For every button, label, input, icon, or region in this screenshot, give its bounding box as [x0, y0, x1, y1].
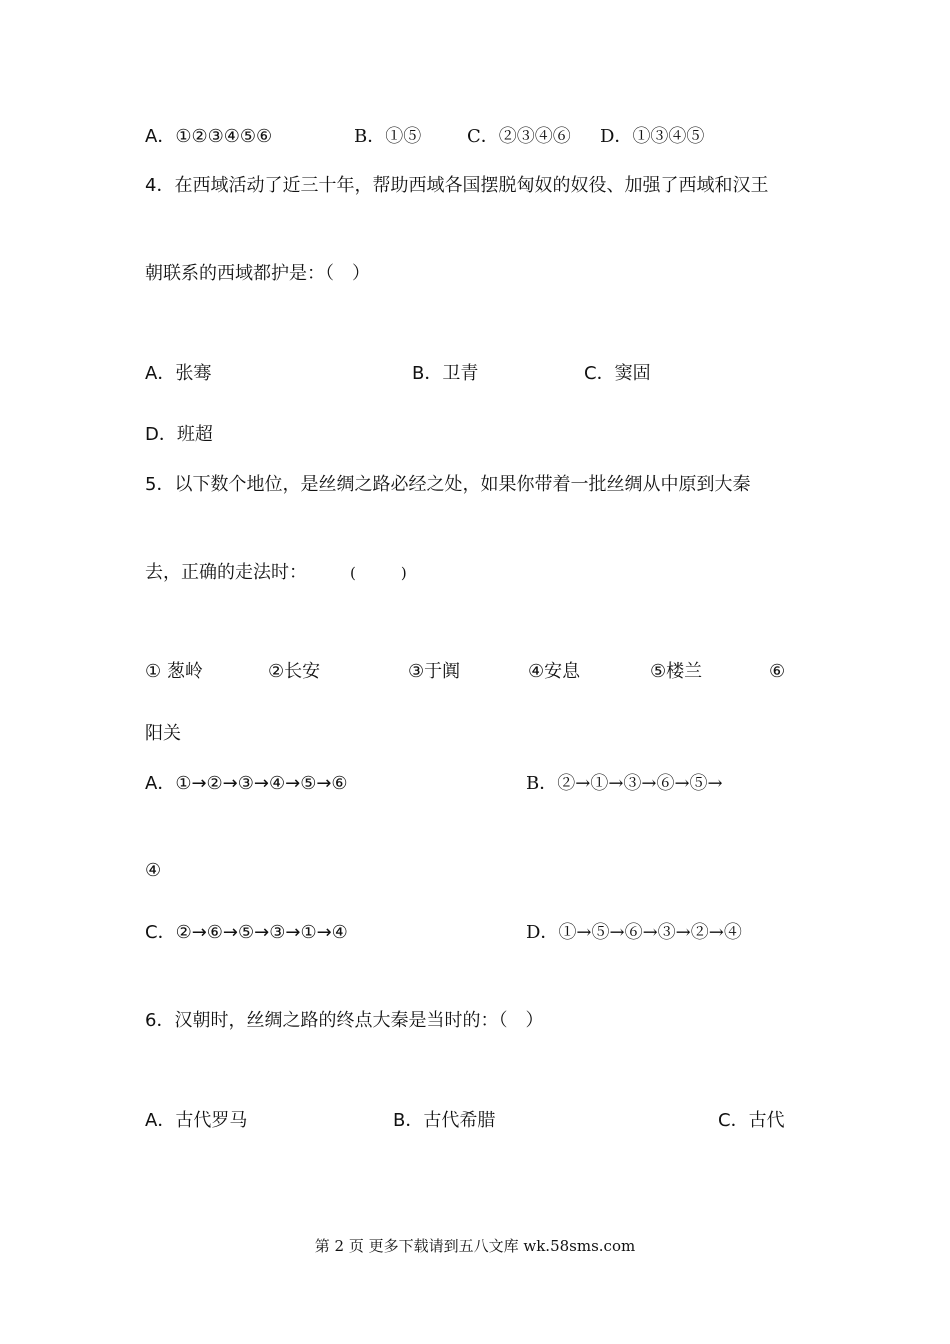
q6-option-b	[393, 1109, 495, 1133]
q4-question-line2: 朝联系的西域都护是：（ ）	[145, 263, 370, 284]
option-letter: C．	[584, 363, 615, 384]
q5-option-b	[526, 772, 723, 796]
option-letter: C．	[467, 126, 499, 147]
q5-place-6-continued: 阳关	[145, 723, 181, 744]
option-letter: C．	[718, 1110, 749, 1131]
q5-option-c	[145, 921, 348, 945]
option-text: 古代希腊	[423, 1110, 496, 1131]
option-letter: D．	[526, 922, 559, 943]
q5-answer-paren: ( )	[350, 564, 407, 582]
option-text: ①③④⑤	[632, 126, 705, 147]
option-letter: D．	[600, 126, 633, 147]
option-text: 张骞	[175, 363, 212, 384]
q5-place-2: ②长安	[268, 661, 321, 682]
q5-place-5: ⑤楼兰	[650, 661, 703, 682]
option-text: ①⑤	[385, 126, 422, 147]
option-letter: B．	[354, 126, 386, 147]
option-letter: D．	[145, 424, 177, 445]
q5-option-a	[145, 772, 348, 796]
q5-option-b-continued: ④	[145, 860, 162, 881]
option-text: ①②③④⑤⑥	[175, 126, 273, 147]
q5-place-3: ③于阗	[408, 661, 461, 682]
option-text: ①→⑤→⑥→③→②→④	[558, 922, 742, 943]
q3-option-b	[354, 125, 421, 149]
option-text: 卫青	[442, 363, 479, 384]
option-text: ①→②→③→④→⑤→⑥	[175, 773, 348, 794]
q4-option-c	[584, 362, 651, 386]
q4-option-d	[145, 423, 213, 447]
option-text: 古代	[748, 1110, 785, 1131]
q5-question-line1: 5．以下数个地位，是丝绸之路必经之处，如果你带着一批丝绸从中原到大秦	[145, 474, 751, 495]
page-footer: 第 2 页 更多下载请到五八文库 wk.58sms.com	[314, 1237, 636, 1255]
option-text: ②→①→③→⑥→⑤→	[557, 773, 723, 794]
q6-question-line1: 6．汉朝时，丝绸之路的终点大秦是当时的：（ ）	[145, 1010, 544, 1031]
option-letter: B．	[393, 1110, 424, 1131]
option-text: 班超	[176, 424, 213, 445]
option-letter: A．	[145, 773, 176, 794]
q3-option-d	[600, 125, 704, 149]
q6-option-c	[718, 1109, 785, 1133]
option-letter: C．	[145, 922, 176, 943]
option-letter: A．	[145, 1110, 176, 1131]
option-text: 古代罗马	[175, 1110, 248, 1131]
q6-option-a	[145, 1109, 247, 1133]
q5-place-6: ⑥	[769, 661, 786, 682]
q3-option-a	[145, 125, 272, 149]
q5-place-4: ④安息	[528, 661, 581, 682]
option-text: ②③④⑥	[498, 126, 571, 147]
q5-question-line2: 去，正确的走法时：	[145, 562, 307, 583]
q4-option-a	[145, 362, 211, 386]
option-text: ②→⑥→⑤→③→①→④	[175, 922, 348, 943]
q3-option-c	[467, 125, 571, 149]
option-letter: A．	[145, 126, 176, 147]
q4-option-b	[412, 362, 478, 386]
q4-question-line1: 4．在西域活动了近三十年，帮助西域各国摆脱匈奴的奴役、加强了西域和汉王	[145, 175, 769, 196]
q5-place-1: ① 葱岭	[145, 661, 203, 682]
option-letter: B．	[526, 773, 558, 794]
option-text: 窦固	[614, 363, 651, 384]
option-letter: B．	[412, 363, 443, 384]
q5-option-d	[526, 921, 742, 945]
option-letter: A．	[145, 363, 176, 384]
